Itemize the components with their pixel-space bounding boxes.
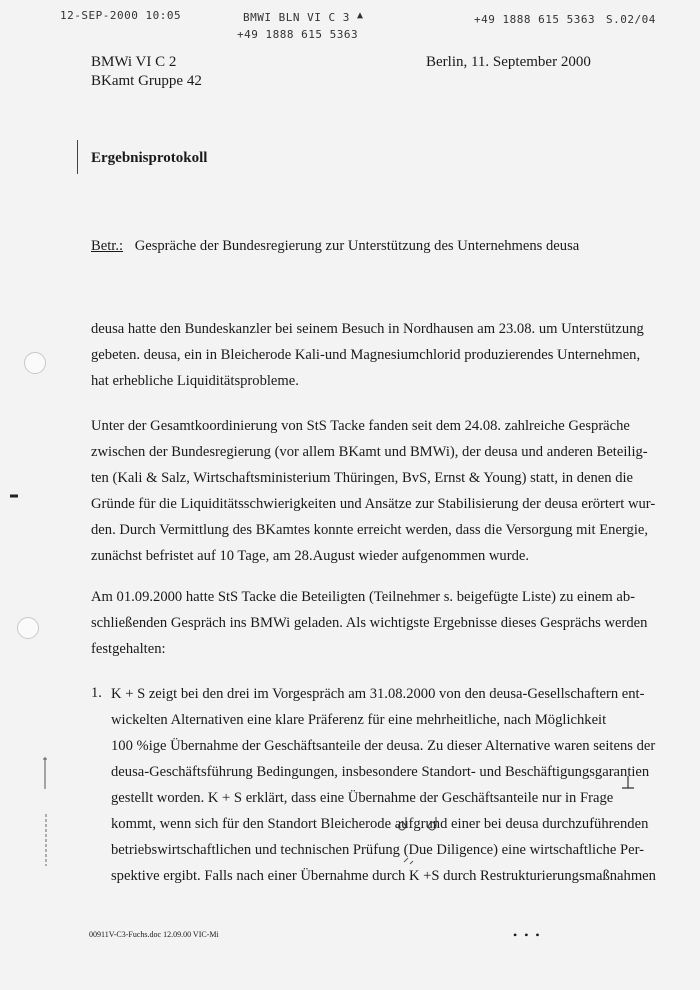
text-line: Gründe für die Liquiditätsschwierigkeiten und Ansätze zur Stabilisierung der deusa erörtert wur-: [91, 496, 656, 512]
sender-line-1: BMWi VI C 2: [91, 54, 177, 70]
fax-marker-icon: ▲: [357, 10, 364, 21]
footer-dots: • • •: [513, 928, 542, 942]
fax-right-number: +49 1888 615 5363: [474, 13, 596, 26]
text-line: Unter der Gesamtkoordinierung von StS Tacke fanden seit dem 24.08. zahlreiche Gespräche: [91, 418, 630, 434]
punch-hole-icon: [17, 617, 39, 639]
text-line: schließenden Gespräch ins BMWi geladen. Als wichtigste Ergebnisse dieses Gesprächs werden: [91, 615, 648, 631]
text-line: betriebswirtschaftlichen und technischen Prüfung (Due Diligence) eine wirtschaftliche Per-: [111, 842, 644, 858]
text-line: zunächst befristet auf 10 Tage, am 28.August wieder aufgenommen wurde.: [91, 548, 530, 564]
fax-sender-number: +49 1888 615 5363: [237, 28, 359, 41]
text-line: deusa-Geschäftsführung Bedingungen, insbesondere Standort- und Beschäftigungsgarantien: [111, 764, 650, 780]
subject-label: Betr.:: [91, 238, 124, 254]
subject-text: Gespräche der Bundesregierung zur Unterstützung des Unternehmens deusa: [134, 238, 580, 254]
text-line: zwischen der Bundesregierung (vor allem BKamt und BMWi), der deusa und anderen Beteilig-: [91, 444, 648, 460]
insert-mark-icon: [622, 776, 634, 788]
text-line: festgehalten:: [91, 641, 166, 657]
handwritten-d-icon: [428, 817, 436, 830]
text-line: gebeten. deusa, ein in Bleicherode Kali-und Magnesiumchlorid produzierendes Unternehmen,: [91, 347, 641, 363]
text-line: ten (Kali & Salz, Wirtschaftsministerium Thüringen, BvS, Ernst & Young) statt, in denen die: [91, 470, 634, 486]
place-date: Berlin, 11. September 2000: [426, 54, 591, 70]
text-line: wickelten Alternativen eine klare Präferenz für eine mehrheitliche, nach Möglichkeit: [111, 712, 607, 728]
strike-mark-icon: [404, 858, 413, 864]
text-line: K + S zeigt bei den drei im Vorgespräch am 31.08.2000 von den deusa-Gesellschaftern ent-: [111, 686, 645, 702]
text-line: Am 01.09.2000 hatte StS Tacke die Beteiligten (Teilnehmer s. beigefügte Liste) zu einem ab-: [91, 589, 635, 605]
fax-sender-id: BMWI BLN VI C 3: [243, 11, 350, 24]
punch-hole-icon: [24, 352, 46, 374]
text-line: den. Durch Vermittlung des BKamtes konnte erreicht werden, dass die Versorgung mit Energie,: [91, 522, 649, 538]
fax-page: S.02/04: [606, 13, 656, 26]
text-line: 100 %ige Übernahme der Geschäftsanteile der deusa. Zu dieser Alternative waren seitens der: [111, 738, 656, 754]
text-line: hat erhebliche Liquiditätsprobleme.: [91, 373, 299, 389]
margin-mark-icon: [43, 757, 47, 789]
list-number: 1.: [91, 685, 102, 701]
text-line: kommt, wenn sich für den Standort Bleicherode aufgrund einer bei deusa durchzuführenden: [111, 816, 649, 832]
document-title: Ergebnisprotokoll: [91, 150, 208, 166]
fax-datetime: 12-SEP-2000 10:05: [60, 9, 182, 22]
text-line: deusa hatte den Bundeskanzler bei seinem Besuch in Nordhausen am 23.08. um Unterstützung: [91, 321, 644, 337]
text-line: spektive ergibt. Falls nach einer Übernahme durch K +S durch Restrukturierungsmaßnahmen: [111, 868, 656, 884]
handwritten-d-icon: [398, 817, 406, 830]
footer-filename: 00911V-C3-Fuchs.doc 12.09.00 VIC-Mi: [89, 930, 219, 939]
text-line: gestellt worden. K + S erklärt, dass eine Übernahme der Geschäftsanteile nur in Frage: [111, 790, 614, 806]
sender-line-2: BKamt Gruppe 42: [91, 73, 202, 89]
